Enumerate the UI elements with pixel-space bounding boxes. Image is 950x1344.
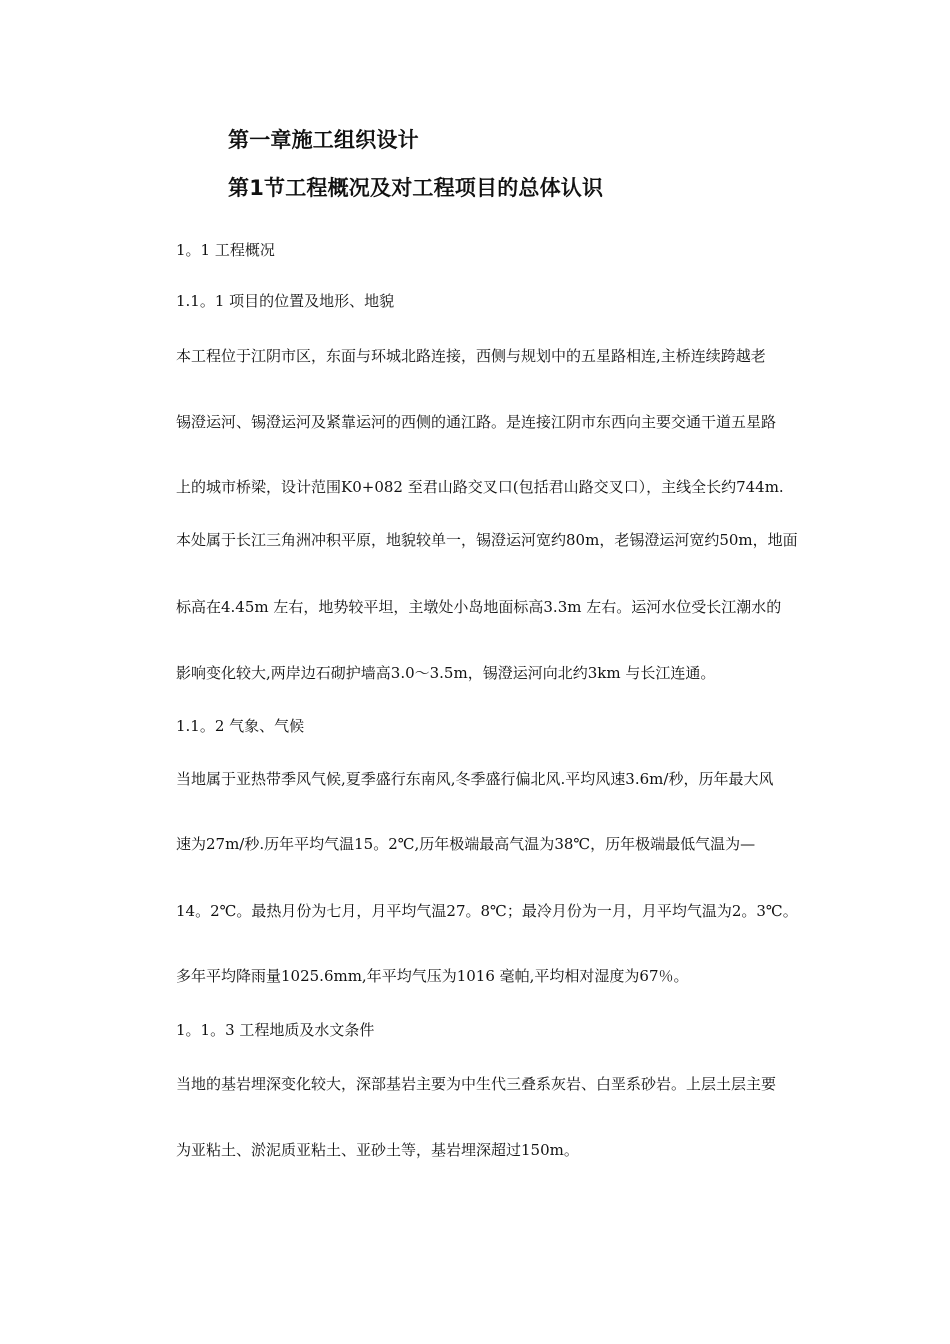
subsection-heading: 1。1 工程概况: [176, 241, 275, 259]
body-line: 当地属于亚热带季风气候,夏季盛行东南风,冬季盛行偏北风.平均风速3.6m/秒，历年最大风: [176, 770, 774, 788]
body-line: 速为27m/秒.历年平均气温15。2℃,历年极端最高气温为38℃，历年极端最低气温为—: [176, 835, 756, 853]
section-title: 第1节工程概况及对工程项目的总体认识: [228, 176, 604, 200]
body-line: 14。2℃。最热月份为七月，月平均气温27。8℃；最冷月份为一月，月平均气温为2。3℃。: [176, 902, 798, 920]
body-line: 本处属于长江三角洲冲积平原，地貌较单一，锡澄运河宽约80m，老锡澄运河宽约50m，地面: [176, 531, 798, 549]
subsection-heading: 1.1。1 项目的位置及地形、地貌: [176, 292, 395, 310]
chapter-title: 第一章施工组织设计: [228, 128, 419, 152]
body-line: 标高在4.45m 左右，地势较平坦，主墩处小岛地面标高3.3m 左右。运河水位受长江潮水的: [176, 598, 782, 616]
body-line: 影响变化较大,两岸边石砌护墙高3.0～3.5m，锡澄运河向北约3km 与长江连通。: [176, 664, 716, 682]
body-line: 为亚粘土、淤泥质亚粘土、亚砂土等，基岩埋深超过150m。: [176, 1141, 579, 1159]
body-line: 当地的基岩埋深变化较大，深部基岩主要为中生代三叠系灰岩、白垩系砂岩。上层土层主要: [176, 1075, 777, 1093]
subsection-heading: 1.1。2 气象、气候: [176, 717, 305, 735]
body-line: 锡澄运河、锡澄运河及紧靠运河的西侧的通江路。是连接江阴市东西向主要交通干道五星路: [176, 413, 777, 431]
body-line: 上的城市桥梁，设计范围K0+082 至君山路交叉口(包括君山路交叉口），主线全长约744m.: [176, 478, 784, 496]
body-line: 多年平均降雨量1025.6mm,年平均气压为1016 毫帕,平均相对湿度为67％。: [176, 967, 689, 985]
body-line: 本工程位于江阴市区，东面与环城北路连接，西侧与规划中的五星路相连,主桥连续跨越老: [176, 347, 766, 365]
subsection-heading: 1。1。3 工程地质及水文条件: [176, 1021, 375, 1039]
